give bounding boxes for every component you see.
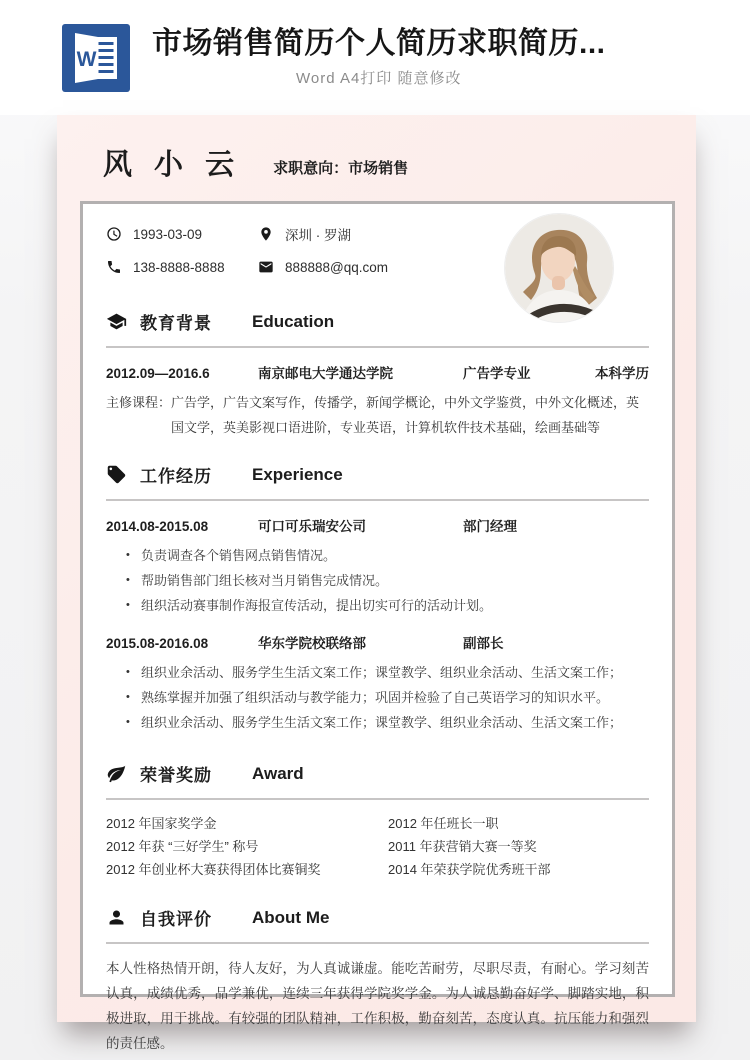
experience-title-en: Experience (252, 464, 343, 484)
job-period: 2014.08-2015.08 (106, 519, 209, 534)
award-item: 2012 年获 “三好学生” 称号 (106, 839, 259, 854)
resume-sheet (80, 201, 675, 1051)
word-logo-icon (62, 24, 130, 92)
profile-photo (505, 214, 613, 322)
job-bullets (106, 543, 649, 618)
contact-phone (106, 259, 258, 275)
education-major: 广告学专业 (463, 366, 531, 381)
courses-label: 主修课程： (106, 395, 172, 410)
section-experience (106, 462, 649, 735)
education-row (106, 362, 649, 382)
envelope-icon (258, 259, 274, 275)
job-period: 2015.08-2016.08 (106, 636, 209, 651)
job-bullet: • 组织活动赛事制作海报宣传活动，提出切实可行的活动计划。 (126, 593, 649, 618)
experience-title-cn: 工作经历 (140, 467, 212, 486)
award-column-left (106, 812, 388, 881)
section-about (106, 905, 649, 1056)
award-item: 2012 年创业杯大赛获得团体比赛铜奖 (106, 862, 321, 877)
birthday-value: 1993-03-09 (133, 226, 203, 242)
clock-icon (106, 226, 122, 242)
job-role: 部门经理 (463, 519, 517, 534)
listing-subtitle: Word A4打印 随意修改 (296, 70, 462, 87)
contact-location (258, 224, 526, 244)
job-role: 副部长 (463, 636, 504, 651)
person-name: 风 小 云 (103, 149, 242, 181)
email-value: 888888@qq.com (285, 259, 389, 275)
award-header (106, 761, 649, 800)
graduation-cap-icon (106, 311, 127, 332)
contact-email (258, 259, 526, 275)
job-bullets (106, 660, 649, 735)
svg-text:W: W (76, 47, 97, 71)
about-header (106, 905, 649, 944)
section-education (106, 309, 649, 440)
about-title-en: About Me (252, 907, 330, 927)
education-title-cn: 教育背景 (140, 314, 212, 333)
location-pin-icon (258, 226, 274, 242)
education-title-en: Education (252, 311, 335, 331)
courses-text: 广告学，广告文案写作，传播学，新闻学概论，中外文学鉴赏，中外文化概述，英国文学，英美影视口语进阶，专业英语，计算机软件技术基础，绘画基础等 (171, 395, 640, 435)
award-title-en: Award (252, 763, 304, 783)
education-period: 2012.09—2016.6 (106, 366, 210, 381)
contact-info (106, 224, 526, 275)
about-title-cn: 自我评价 (140, 910, 212, 929)
experience-header (106, 462, 649, 501)
leaf-icon (106, 763, 127, 784)
job-row (106, 515, 649, 535)
job-org: 可口可乐瑞安公司 (258, 519, 366, 534)
about-text: 本人性格热情开朗，待人友好，为人真诚谦虚。能吃苦耐劳，尽职尽责，有耐心。学习刻苦认真，成绩优秀，品学兼优，连续三年获得学院奖学金。为人诚恳勤奋好学、脚踏实地，积极进取，用于挑战。有较强的团队精神，工作积极，勤奋刻苦，态度认真。抗压能力和强烈的责任感。 (106, 961, 649, 1051)
award-list (106, 812, 649, 881)
job-bullet: • 组织业余活动、服务学生生活文案工作；课堂教学、组织业余活动、生活文案工作； (126, 710, 649, 735)
phone-value: 138-8888-8888 (133, 259, 225, 275)
job-bullet: • 帮助销售部门组长核对当月销售完成情况。 (126, 568, 649, 593)
tag-icon (106, 464, 127, 485)
award-item: 2012 年国家奖学金 (106, 816, 217, 831)
award-column-right (388, 812, 649, 881)
section-award (106, 761, 649, 881)
job-entry (106, 515, 649, 618)
listing-title: 市场销售简历个人简历求职简历... (152, 27, 606, 60)
award-title-cn: 荣誉奖励 (140, 766, 212, 785)
contact-birthday (106, 224, 258, 244)
award-item: 2012 年任班长一职 (388, 816, 499, 831)
resume-head (103, 149, 408, 181)
resume-page-preview (57, 115, 696, 1051)
education-school: 南京邮电大学通达学院 (258, 366, 393, 381)
award-item: 2011 年获营销大赛一等奖 (388, 839, 537, 854)
job-bullet: • 组织业余活动、服务学生生活文案工作；课堂教学、组织业余活动、生活文案工作； (126, 660, 649, 685)
phone-icon (106, 259, 122, 275)
job-bullet: • 熟练掌握并加强了组织活动与教学能力；巩固并检验了自己英语学习的知识水平。 (126, 685, 649, 710)
job-org: 华东学院校联络部 (258, 636, 366, 651)
award-item: 2014 年荣获学院优秀班干部 (388, 862, 551, 877)
listing-header (0, 0, 750, 115)
person-icon (106, 907, 127, 928)
job-bullet: • 负责调查各个销售网点销售情况。 (126, 543, 649, 568)
education-degree: 本科学历 (595, 366, 649, 381)
job-row (106, 632, 649, 652)
location-value: 深圳 · 罗湖 (285, 228, 351, 243)
job-objective: 求职意向：市场销售 (273, 160, 409, 177)
job-entry (106, 632, 649, 735)
education-courses (106, 390, 649, 440)
